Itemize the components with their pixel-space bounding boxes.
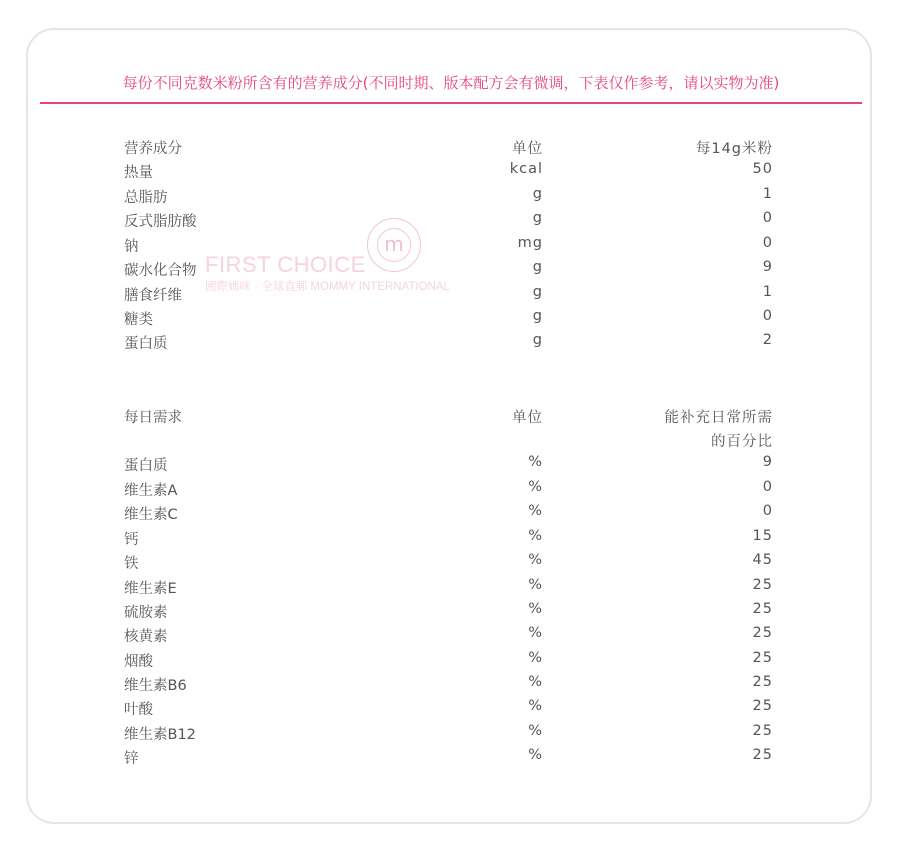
table-row (0, 259, 900, 281)
table-row (0, 332, 900, 354)
daily-unit: % (528, 479, 543, 495)
nutrient-value: 1 (762, 186, 773, 202)
daily-header-row-2 (0, 430, 900, 452)
table-row (0, 698, 900, 720)
watermark-subtitle: 國際媽咪 · 全球直郵 MOMMY INTERNATIONAL (205, 281, 450, 293)
nutrient-value: 9 (762, 259, 773, 275)
nutrient-name: 碳水化合物 (124, 263, 197, 279)
table-row (0, 528, 900, 550)
nutrient-unit: g (532, 308, 543, 324)
daily-name: 锌 (124, 751, 139, 767)
table-row (0, 674, 900, 696)
table-row (0, 552, 900, 574)
daily-unit: % (528, 625, 543, 641)
table-row (0, 577, 900, 599)
daily-unit: % (528, 698, 543, 714)
daily-value: 25 (752, 698, 773, 714)
watermark-brand: FIRST CHOICE (205, 252, 366, 277)
daily-name: 核黄素 (124, 629, 168, 645)
table-row (0, 747, 900, 769)
nutrient-value: 1 (762, 284, 773, 300)
daily-unit: % (528, 552, 543, 568)
daily-header-name: 每日需求 (124, 410, 182, 426)
title-divider (40, 102, 862, 104)
daily-unit: % (528, 454, 543, 470)
daily-unit: % (528, 723, 543, 739)
nutrient-unit: g (532, 186, 543, 202)
daily-name: 维生素B6 (124, 678, 187, 694)
nutrient-name: 钠 (124, 239, 139, 255)
nutrition-header-unit: 单位 (512, 141, 543, 157)
table-row (0, 284, 900, 306)
table-row (0, 210, 900, 232)
daily-value: 25 (752, 577, 773, 593)
daily-name: 铁 (124, 556, 139, 572)
nutrient-unit: g (532, 259, 543, 275)
daily-name: 维生素A (124, 483, 178, 499)
nutrient-value: 2 (762, 332, 773, 348)
table-row (0, 723, 900, 745)
nutrient-name: 蛋白质 (124, 336, 168, 352)
daily-header-unit: 单位 (512, 410, 543, 426)
daily-name: 蛋白质 (124, 458, 168, 474)
daily-value: 25 (752, 747, 773, 763)
nutrient-name: 糖类 (124, 312, 153, 328)
nutrient-name: 热量 (124, 165, 153, 181)
daily-unit: % (528, 601, 543, 617)
nutrient-unit: g (532, 210, 543, 226)
table-row (0, 308, 900, 330)
daily-name: 叶酸 (124, 702, 153, 718)
table-row (0, 186, 900, 208)
table-row (0, 161, 900, 183)
daily-unit: % (528, 747, 543, 763)
table-row (0, 235, 900, 257)
daily-header-row (0, 406, 900, 428)
daily-value: 25 (752, 650, 773, 666)
daily-name: 硫胺素 (124, 605, 168, 621)
daily-header-value-line1: 能补充日常所需 (664, 410, 773, 426)
daily-value: 15 (752, 528, 773, 544)
table-row (0, 625, 900, 647)
nutrient-unit: kcal (509, 161, 543, 177)
daily-unit: % (528, 650, 543, 666)
daily-unit: % (528, 577, 543, 593)
nutrient-value: 0 (762, 235, 773, 251)
daily-name: 维生素E (124, 581, 177, 597)
daily-value: 25 (752, 625, 773, 641)
daily-value: 0 (762, 479, 773, 495)
daily-header-value-line2: 的百分比 (711, 434, 773, 450)
table-row (0, 503, 900, 525)
daily-value: 25 (752, 601, 773, 617)
daily-name: 钙 (124, 532, 139, 548)
daily-value: 25 (752, 723, 773, 739)
nutrition-header-row (0, 137, 900, 159)
daily-unit: % (528, 503, 543, 519)
nutrient-value: 0 (762, 210, 773, 226)
nutrient-name: 膳食纤维 (124, 288, 182, 304)
daily-value: 25 (752, 674, 773, 690)
nutrient-value: 50 (752, 161, 773, 177)
daily-name: 维生素C (124, 507, 178, 523)
daily-name: 维生素B12 (124, 727, 196, 743)
nutrient-unit: g (532, 332, 543, 348)
watermark-logo-letter: m (377, 228, 411, 262)
table-row (0, 479, 900, 501)
nutrition-header-value: 每14g米粉 (695, 141, 773, 157)
nutrient-name: 总脂肪 (124, 190, 168, 206)
daily-unit: % (528, 528, 543, 544)
table-row (0, 454, 900, 476)
daily-value: 9 (762, 454, 773, 470)
nutrient-value: 0 (762, 308, 773, 324)
table-row (0, 601, 900, 623)
nutrient-name: 反式脂肪酸 (124, 214, 197, 230)
nutrient-unit: mg (517, 235, 543, 251)
daily-value: 45 (752, 552, 773, 568)
daily-name: 烟酸 (124, 654, 153, 670)
nutrient-unit: g (532, 284, 543, 300)
daily-unit: % (528, 674, 543, 690)
nutrition-header-name: 营养成分 (124, 141, 182, 157)
daily-value: 0 (762, 503, 773, 519)
page-title: 每份不同克数米粉所含有的营养成分(不同时期、版本配方会有微调，下表仅作参考，请以实物为准) (122, 74, 780, 92)
table-row (0, 650, 900, 672)
